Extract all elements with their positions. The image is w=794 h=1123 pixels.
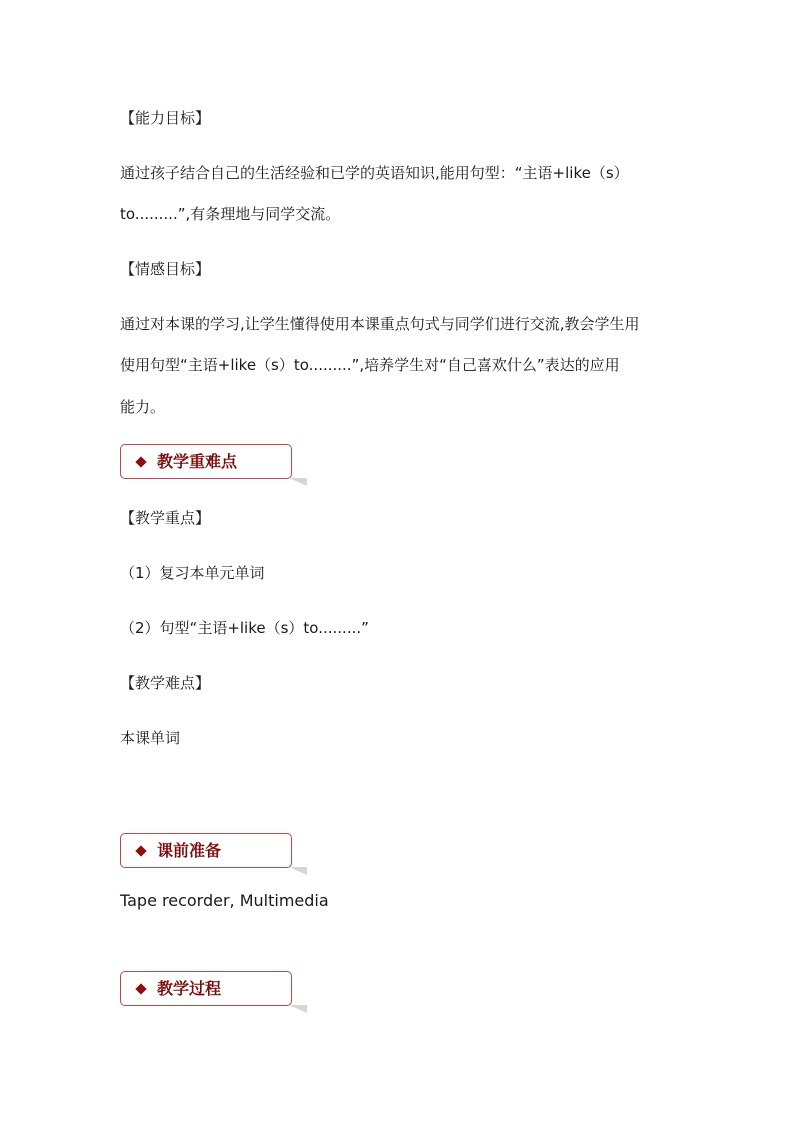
- ability-goal-line-1: 通过孩子结合自己的生活经验和已学的英语知识,能用句型：“主语+like（s）: [120, 164, 629, 182]
- section-header-process: [120, 971, 292, 1006]
- emotion-goal-line-2: 使用句型“主语+like（s）to.........”,培养学生对“自己喜欢什么”表达的应用: [120, 356, 620, 374]
- emotion-goal-line-1: 通过对本课的学习,让学生懂得使用本课重点句式与同学们进行交流,教会学生用: [120, 315, 640, 333]
- emotion-goal-line-3: 能力。: [120, 398, 166, 416]
- preparation-text: Tape recorder, Multimedia: [120, 891, 329, 910]
- emotion-goal-heading: 【情感目标】: [120, 260, 211, 278]
- section-header-key-points: [120, 444, 292, 479]
- header-shadow: [289, 867, 307, 875]
- header-shadow: [289, 478, 307, 486]
- section-header-preparation: [120, 833, 292, 868]
- diamond-bullet-icon: [135, 983, 146, 994]
- ability-goal-line-2: to.........”,有条理地与同学交流。: [120, 205, 341, 223]
- difficult-points-text: 本课单词: [120, 729, 181, 747]
- diamond-bullet-icon: [135, 845, 146, 856]
- section-title: 教学过程: [157, 979, 222, 998]
- ability-goal-heading: 【能力目标】: [120, 109, 211, 127]
- header-shadow: [289, 1005, 307, 1013]
- key-points-heading: 【教学重点】: [120, 509, 211, 527]
- key-point-item-1: （1）复习本单元单词: [120, 564, 265, 582]
- section-title: 教学重难点: [157, 452, 238, 471]
- diamond-bullet-icon: [135, 456, 146, 467]
- difficult-points-heading: 【教学难点】: [120, 674, 211, 692]
- key-point-item-2: （2）句型“主语+like（s）to.........”: [120, 619, 369, 637]
- section-title: 课前准备: [157, 841, 222, 860]
